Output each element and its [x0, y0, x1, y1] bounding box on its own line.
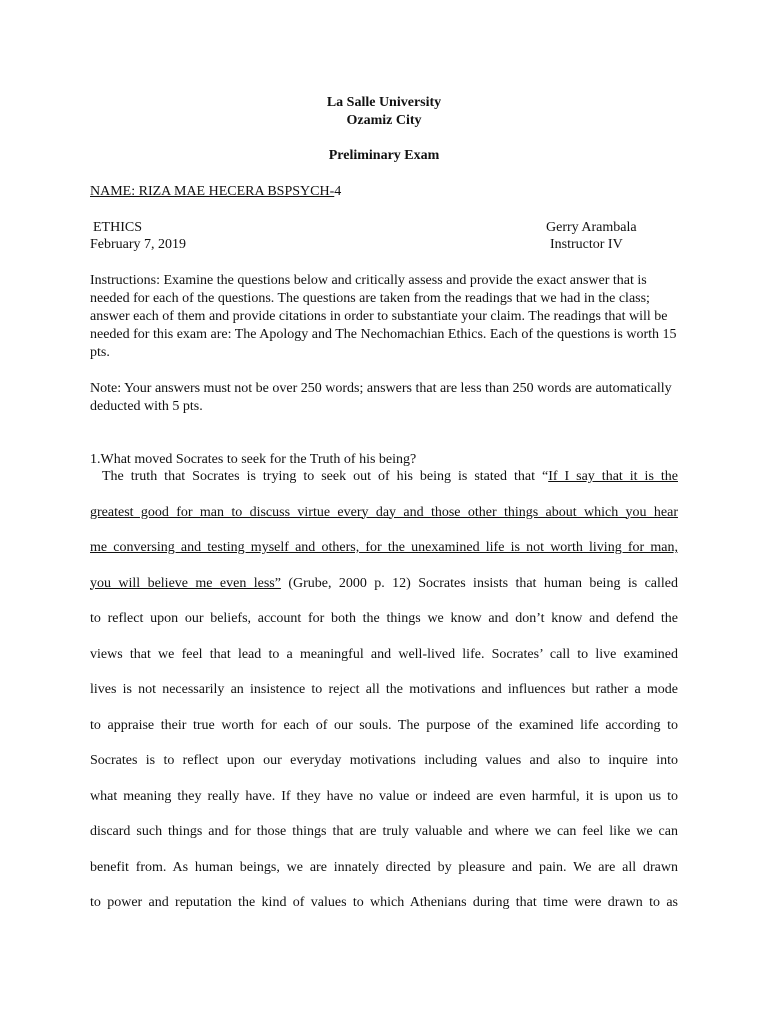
- university-name: La Salle University: [326, 95, 442, 110]
- answer-text: The truth that Socrates is trying to seek out of his being is stated that “: [102, 469, 549, 484]
- exam-date: February 7, 2019: [90, 237, 187, 252]
- student-name-suffix: 4: [334, 184, 342, 199]
- quoted-text-underlined: me conversing and testing myself and others, for the unexamined life is not worth living for man,: [90, 540, 678, 555]
- answer-line: [90, 681, 678, 699]
- quoted-text-underlined: If I say that it is the: [548, 469, 678, 484]
- answer-line: [90, 575, 678, 593]
- answer-text: what meaning they really have. If they have no value or indeed are even harmful, it is upon us to: [90, 788, 678, 804]
- answer-line: [90, 646, 678, 664]
- answer-text: discard such things and for those things that are truly valuable and where we can feel like we can: [90, 824, 678, 839]
- answer-line: [90, 894, 678, 912]
- answer-text: lives is not necessarily an insistence to reject all the motivations and influences but rather a mode: [90, 682, 678, 697]
- answer-line: [90, 788, 678, 806]
- student-name-line: [90, 183, 341, 201]
- answer-line: [102, 468, 678, 486]
- answer-text: Socrates is to reflect upon our everyday motivations including values and also to inquire into: [90, 753, 678, 768]
- answer-line: [90, 859, 678, 877]
- answer-line: [90, 539, 678, 557]
- answer-line: [90, 504, 678, 522]
- question-1: 1.What moved Socrates to seek for the Truth of his being?: [90, 452, 417, 467]
- quoted-text-underlined: greatest good for man to discuss virtue every day and those other things about which you hear: [90, 504, 678, 520]
- answer-text: to reflect upon our beliefs, account for both the things we know and don’t know and defend the: [90, 611, 678, 626]
- answer-text: to power and reputation the kind of values to which Athenians during that time were drawn to as: [90, 895, 678, 910]
- answer-line: [90, 717, 678, 735]
- quoted-text-underlined: you will believe me even less”: [90, 575, 281, 591]
- answer-text: views that we feel that lead to a meaningful and well-lived life. Socrates’ call to live examined: [90, 646, 678, 662]
- answer-line: [90, 610, 678, 628]
- exam-title: Preliminary Exam: [328, 148, 440, 163]
- answer-text: benefit from. As human beings, we are innately directed by pleasure and pain. We are all drawn: [90, 859, 678, 875]
- subject: ETHICS: [93, 220, 142, 235]
- answer-text: (Grube, 2000 p. 12) Socrates insists that human being is called: [280, 575, 678, 591]
- instructions-paragraph: Instructions: Examine the questions below and critically assess and provide the exact answer that is needed for each of the questions. The questions are taken from the readings that we had in the class; answer each of them and provide citations in order to substantiate your claim. The readings that will be needed for this exam are: The Apology and The Nechomachian Ethics. Each of the questions is worth 15 pts.: [90, 273, 677, 360]
- note-paragraph: Note: Your answers must not be over 250 words; answers that are less than 250 words are automatically deducted with 5 pts.: [90, 381, 672, 414]
- answer-text: to appraise their true worth for each of our souls. The purpose of the examined life according to: [90, 717, 678, 733]
- answer-line: [90, 823, 678, 841]
- instructor-title: Instructor IV: [550, 237, 623, 252]
- student-name-underlined: NAME: RIZA MAE HECERA BSPSYCH-: [90, 184, 335, 199]
- instructor-name: Gerry Arambala: [546, 220, 637, 235]
- answer-line: [90, 752, 678, 770]
- city-name: Ozamiz City: [346, 113, 422, 128]
